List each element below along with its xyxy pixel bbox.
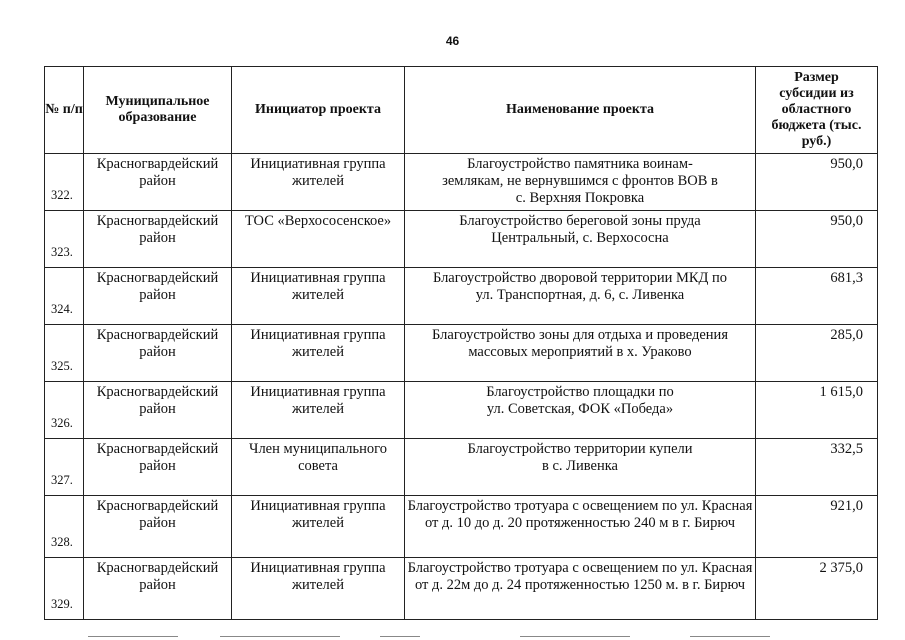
table-header-row xyxy=(45,67,878,154)
row-municipality: Красногвардейский район xyxy=(84,382,232,439)
scan-artifact xyxy=(690,636,770,637)
row-project: Благоустройство дворовой территории МКД по ул. Транспортная, д. 6, с. Ливенка xyxy=(405,268,756,325)
header-num: № п/п xyxy=(45,67,84,154)
table-row xyxy=(45,154,878,211)
row-initiator: Член муниципального совета xyxy=(232,439,405,496)
row-amount: 332,5 xyxy=(756,439,878,496)
row-num: 327. xyxy=(45,439,84,496)
row-municipality: Красногвардейский район xyxy=(84,325,232,382)
header-project: Наименование проекта xyxy=(405,67,756,154)
row-amount: 285,0 xyxy=(756,325,878,382)
row-num: 325. xyxy=(45,325,84,382)
row-initiator: Инициативная группа жителей xyxy=(232,154,405,211)
subsidy-table xyxy=(44,66,878,620)
row-amount: 2 375,0 xyxy=(756,558,878,620)
row-project: Благоустройство зоны для отдыха и проведения массовых мероприятий в х. Ураково xyxy=(405,325,756,382)
row-project: Благоустройство территории купели в с. Ливенка xyxy=(405,439,756,496)
table-row xyxy=(45,496,878,558)
row-amount: 681,3 xyxy=(756,268,878,325)
scan-artifact xyxy=(220,636,340,637)
row-num: 323. xyxy=(45,211,84,268)
row-municipality: Красногвардейский район xyxy=(84,496,232,558)
row-amount: 950,0 xyxy=(756,211,878,268)
table-row xyxy=(45,211,878,268)
row-municipality: Красногвардейский район xyxy=(84,154,232,211)
row-municipality: Красногвардейский район xyxy=(84,558,232,620)
row-initiator: Инициативная группа жителей xyxy=(232,268,405,325)
table-row xyxy=(45,325,878,382)
header-initiator: Инициатор проекта xyxy=(232,67,405,154)
table-row xyxy=(45,439,878,496)
row-municipality: Красногвардейский район xyxy=(84,211,232,268)
row-project: Благоустройство площадки по ул. Советская, ФОК «Победа» xyxy=(405,382,756,439)
row-amount: 950,0 xyxy=(756,154,878,211)
row-num: 329. xyxy=(45,558,84,620)
row-project: Благоустройство тротуара с освещением по ул. Красная от д. 10 до д. 20 протяженностью 240 м в г. Бирюч xyxy=(405,496,756,558)
row-project: Благоустройство тротуара с освещением по ул. Красная от д. 22м до д. 24 протяженностью 1250 м. в г. Бирюч xyxy=(405,558,756,620)
row-project: Благоустройство памятника воинам-землякам, не вернувшимся с фронтов ВОВ в с. Верхняя Покровка xyxy=(405,154,756,211)
row-num: 324. xyxy=(45,268,84,325)
row-initiator: Инициативная группа жителей xyxy=(232,325,405,382)
table-row xyxy=(45,268,878,325)
row-num: 322. xyxy=(45,154,84,211)
row-municipality: Красногвардейский район xyxy=(84,268,232,325)
scan-artifact xyxy=(88,636,178,637)
row-initiator: ТОС «Верхососенское» xyxy=(232,211,405,268)
table-row xyxy=(45,382,878,439)
scan-artifact xyxy=(380,636,420,637)
row-initiator: Инициативная группа жителей xyxy=(232,558,405,620)
row-amount: 921,0 xyxy=(756,496,878,558)
row-project: Благоустройство береговой зоны пруда Центральный, с. Верхососна xyxy=(405,211,756,268)
row-initiator: Инициативная группа жителей xyxy=(232,496,405,558)
scan-artifact xyxy=(520,636,630,637)
row-num: 326. xyxy=(45,382,84,439)
header-subsidy: Размер субсидии из областного бюджета (тыс. руб.) xyxy=(756,67,878,154)
row-amount: 1 615,0 xyxy=(756,382,878,439)
header-municipality: Муниципальное образование xyxy=(84,67,232,154)
row-municipality: Красногвардейский район xyxy=(84,439,232,496)
row-initiator: Инициативная группа жителей xyxy=(232,382,405,439)
table-row xyxy=(45,558,878,620)
row-num: 328. xyxy=(45,496,84,558)
page-number: 46 xyxy=(445,34,460,48)
